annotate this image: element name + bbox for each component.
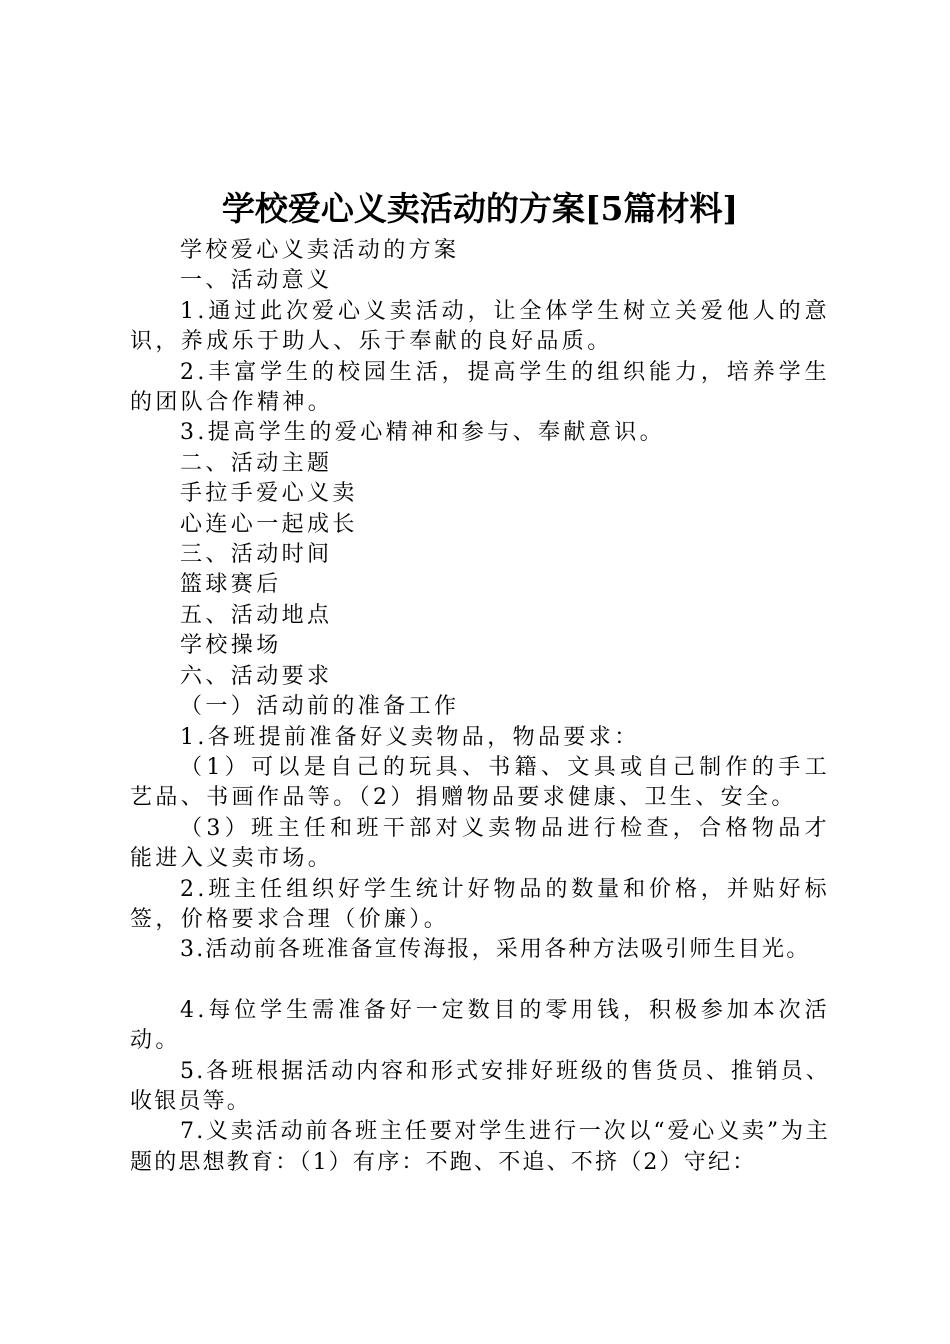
document-title: 学校爱心义卖活动的方案[5篇材料] <box>221 189 739 228</box>
paragraph: 2.班主任组织好学生统计好物品的数量和价格，并贴好标签，价格要求合理（价廉）。 <box>130 876 830 932</box>
paragraph: （一）活动前的准备工作 <box>180 694 460 720</box>
paragraph: 手拉手爱心义卖 <box>180 481 358 507</box>
paragraph: 5.各班根据活动内容和形式安排好班级的售货员、推销员、收银员等。 <box>130 1058 830 1114</box>
paragraph: 3.提高学生的爱心精神和参与、奉献意识。 <box>180 420 665 446</box>
paragraph: 学校操场 <box>180 633 282 659</box>
paragraph: 1.通过此次爱心义卖活动，让全体学生树立关爱他人的意识，养成乐于助人、乐于奉献的良好品质。 <box>130 298 830 355</box>
document-page <box>130 186 830 1178</box>
paragraph: （3）班主任和班干部对义卖物品进行检查，合格物品才能进入义卖市场。 <box>130 815 830 872</box>
paragraph: 4.每位学生需准备好一定数目的零用钱，积极参加本次活动。 <box>130 997 830 1054</box>
paragraph: 心连心一起成长 <box>180 511 358 537</box>
blank-line <box>130 966 830 996</box>
paragraph: 学校爱心义卖活动的方案 <box>180 238 460 263</box>
paragraph: 1.各班提前准备好义卖物品，物品要求： <box>180 724 640 750</box>
paragraph: 7.义卖活动前各班主任要对学生进行一次以“爱心义卖”为主题的思想教育：（1）有序：不跑、不追、不挤（2）守纪： <box>130 1119 830 1175</box>
paragraph: 五、活动地点 <box>180 602 333 628</box>
paragraph: 3.活动前各班准备宣传海报，采用各种方法吸引师生目光。 <box>180 937 811 963</box>
paragraph: 三、活动时间 <box>180 542 333 568</box>
paragraph: （1）可以是自己的玩具、书籍、文具或自己制作的手工艺品、书画作品等。（2）捐赠物品要求健康、卫生、安全。 <box>130 754 830 811</box>
paragraph: 2.丰富学生的校园生活，提高学生的组织能力，培养学生的团队合作精神。 <box>130 359 830 416</box>
paragraph: 篮球赛后 <box>180 572 282 598</box>
paragraph: 一、活动意义 <box>180 268 333 294</box>
paragraph: 六、活动要求 <box>180 663 333 689</box>
paragraph: 二、活动主题 <box>180 450 333 476</box>
